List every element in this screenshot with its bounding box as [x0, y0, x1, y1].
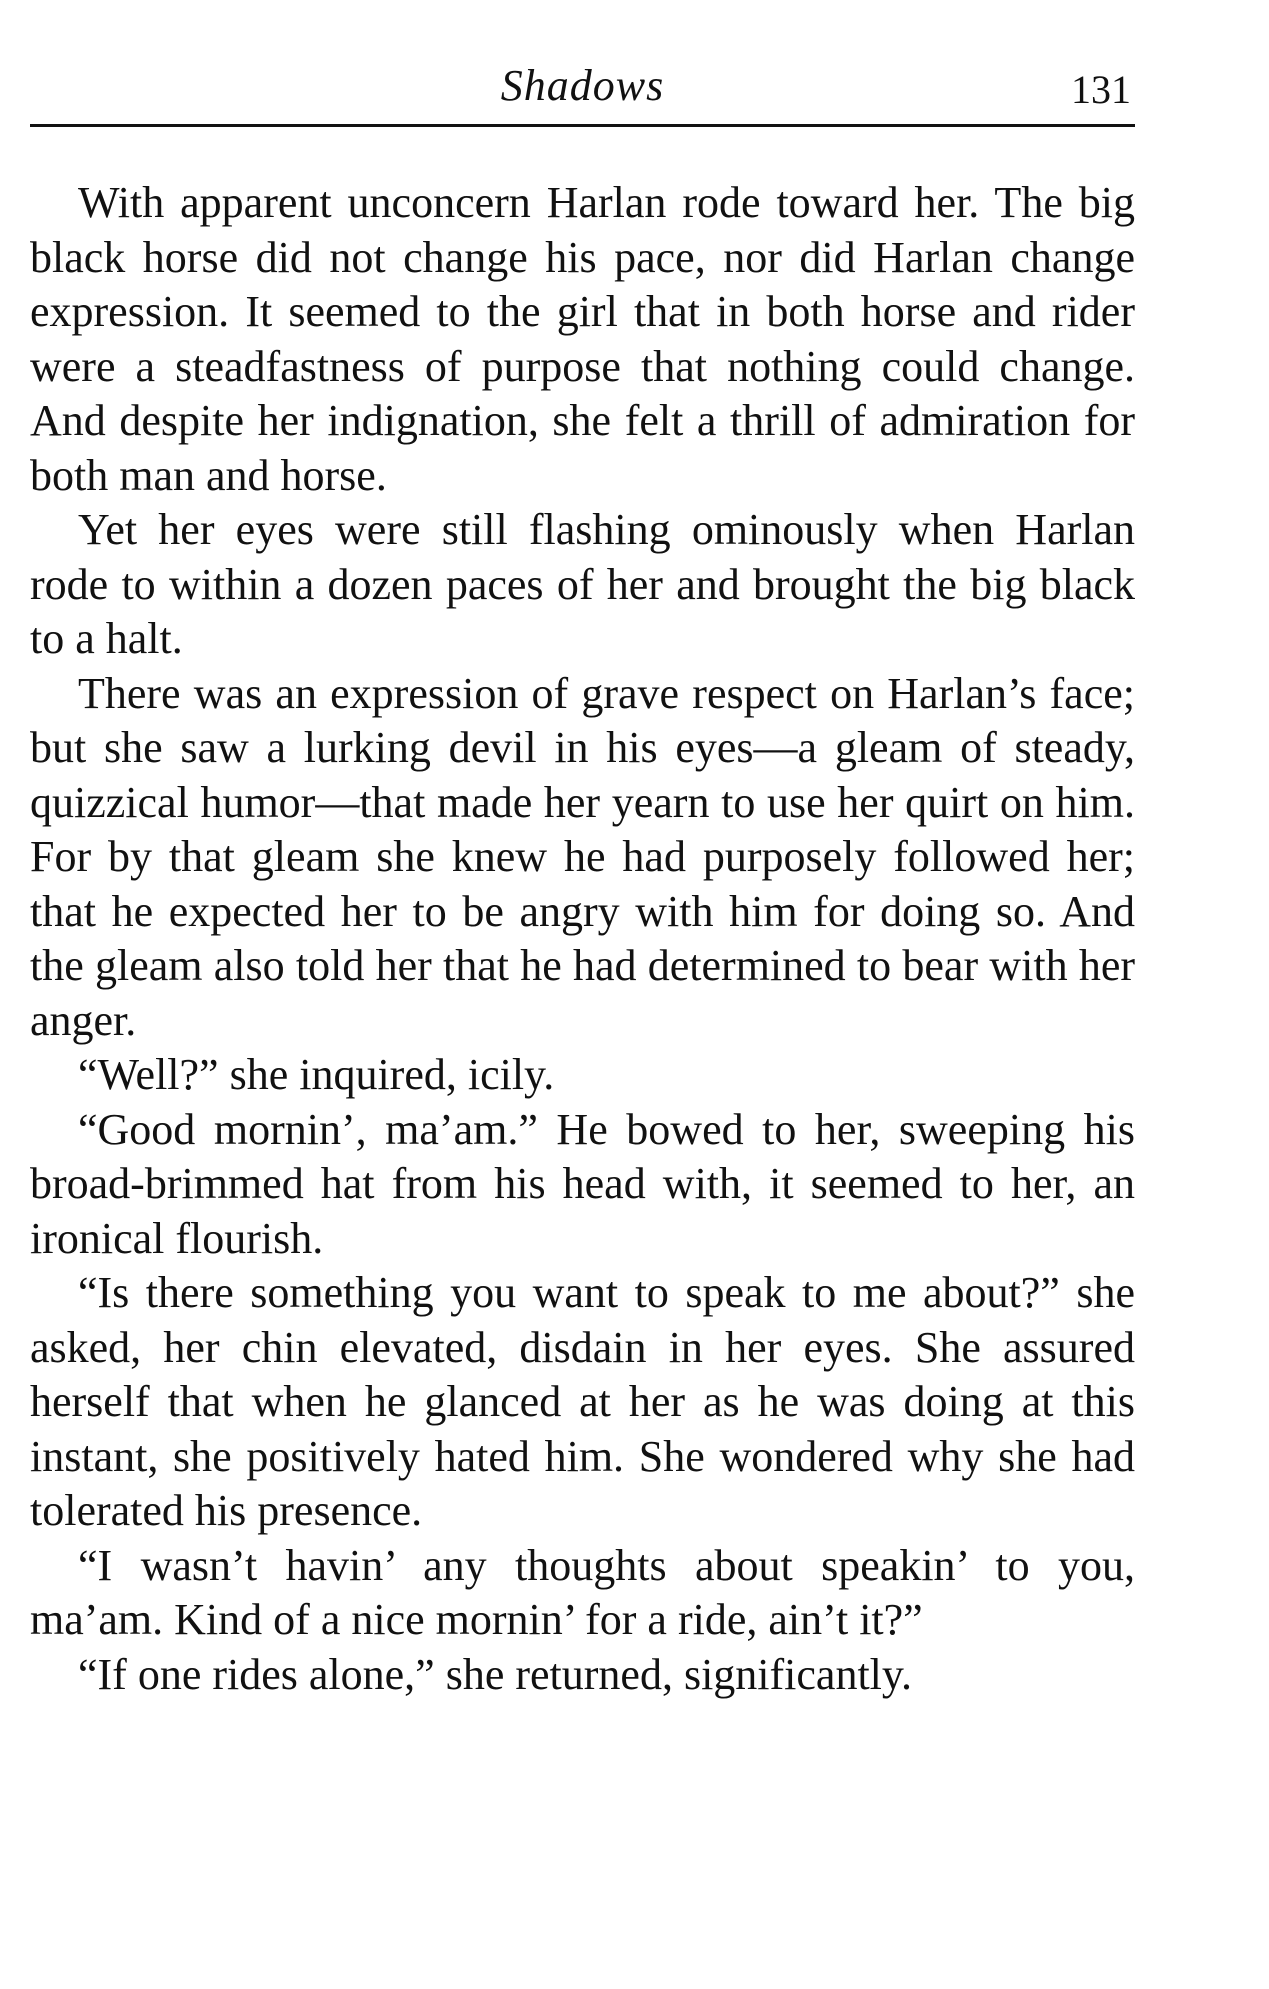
header-rule: [30, 124, 1135, 127]
running-head: [30, 58, 1135, 122]
paragraph: “I wasn’t havin’ any thoughts about speakin’ to you, ma’am. Kind of a nice mornin’ for a ride, ain’t it?”: [30, 1540, 1135, 1644]
body-text: [30, 176, 1135, 1702]
page-number: 131: [1071, 67, 1131, 112]
paragraph: Yet her eyes were still flashing ominously when Harlan rode to within a dozen paces of her and brought the big black to a halt.: [30, 505, 1135, 663]
running-title: Shadows: [500, 61, 665, 110]
paragraph: There was an expression of grave respect on Harlan’s face; but she saw a lurking devil in his eyes—a gleam of steady, quizzical humor—that made her yearn to use her quirt on him. For by that gleam she knew he had purposely followed her; that he expected her to be angry with him for doing so. And the gleam also told her that he had determined to bear with her anger.: [30, 668, 1135, 1045]
paragraph: “Good mornin’, ma’am.” He bowed to her, sweeping his broad-brimmed hat from his head with, it seemed to her, an ironical flourish.: [30, 1104, 1135, 1263]
paragraph: “If one rides alone,” she returned, significantly.: [78, 1649, 913, 1699]
paragraph: “Is there something you want to speak to me about?” she asked, her chin elevated, disdain in her eyes. She assured herself that when he glanced at her as he was doing at this instant, she positively hated him. She wondered why she had tolerated his presence.: [30, 1268, 1135, 1535]
paragraph: With apparent unconcern Harlan rode toward her. The big black horse did not change his pace, nor did Harlan change expression. It seemed to the girl that in both horse and rider were a steadfastness of purpose that nothing could change. And despite her indignation, she felt a thrill of admiration for both man and horse.: [30, 178, 1135, 500]
paragraph: “Well?” she inquired, icily.: [78, 1050, 555, 1099]
